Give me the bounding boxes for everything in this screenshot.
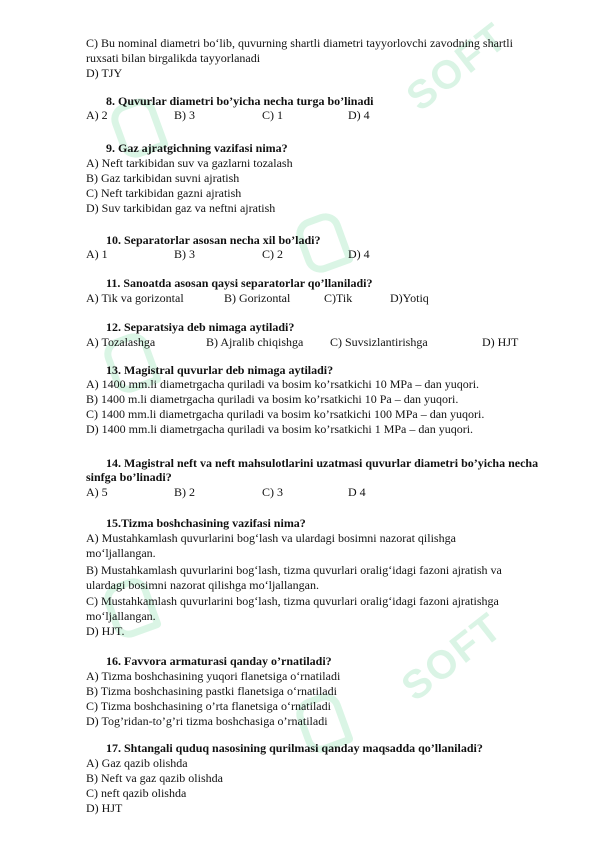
option-d: D)Yotiq (390, 291, 429, 305)
option-d: D) 4 (348, 247, 370, 261)
question-13-title: 13. Magistral quvurlar deb nimaga aytiladi? (106, 363, 334, 377)
option-b: B) 2 (174, 485, 195, 499)
option-b: B) 1400 m.li diametrgacha quriladi va bosim ko’rsatkichi 10 Pa – dan yuqori. (86, 392, 459, 406)
option-a: A) 1400 mm.li diametrgacha quriladi va bosim ko’rsatkichi 10 MPa – dan yuqori. (86, 377, 480, 391)
watermark-text: SOFT (398, 14, 517, 120)
question-10-title: 10. Separatorlar asosan necha xil bo’ladi? (106, 233, 321, 247)
option-d: D) TJY (86, 66, 123, 80)
question-16-title: 16. Favvora armaturasi qanday o’rnatiladi? (106, 654, 332, 668)
question-15-title: 15.Tizma boshchasining vazifasi nima? (106, 516, 306, 530)
option-a: A) Tik va gorizontal (86, 291, 184, 305)
option-b: B) Mustahkamlash quvurlarini bog‘lash, tizma quvurlari oralig‘idagi fazoni ajratish va (86, 563, 502, 577)
option-a: A) 5 (86, 485, 108, 499)
option-a: A) Neft tarkibidan suv va gazlarni tozalash (86, 156, 293, 170)
option-d: D) Tog’ridan-to’g’ri tizma boshchasiga o’rnatiladi (86, 714, 328, 728)
option-d: D) HJT (482, 335, 519, 349)
question-12-title: 12. Separatsiya deb nimaga aytiladi? (106, 320, 295, 334)
question-10-options (86, 247, 556, 261)
option-c-cont: mo‘ljallangan. (86, 609, 156, 623)
option-d: D) HJT. (86, 624, 125, 638)
option-b-cont: ulardagi bosimni nazorat qilishga mo‘ljallangan. (86, 578, 319, 592)
option-b: B) 3 (174, 108, 195, 122)
option-a-cont: mo‘ljallangan. (86, 546, 156, 560)
option-c: C) 3 (262, 485, 283, 499)
question-11-title: 11. Sanoatda asosan qaysi separatorlar qo’llaniladi? (106, 276, 373, 290)
option-c: C) Mustahkamlash quvurlarini bog‘lash, tizma quvurlari oralig‘idagi fazoni ajratishga (86, 594, 499, 608)
question-17-title: 17. Shtangali quduq nasosining qurilmasi qanday maqsadda qo’llaniladi? (106, 741, 483, 755)
option-a: A) Gaz qazib olishda (86, 756, 188, 770)
question-8-title: 8. Quvurlar diametri bo’yicha necha turga bo’linadi (106, 94, 374, 108)
option-c: C)Tik (324, 291, 353, 305)
option-b: B) Ajralib chiqishga (206, 335, 304, 349)
option-a: A) Mustahkamlash quvurlarini bog‘lash va ulardagi bosimni nazorat qilishga (86, 531, 456, 545)
question-14-options (86, 485, 556, 499)
option-d: D) Suv tarkibidan gaz va neftni ajratish (86, 201, 276, 215)
question-9-title: 9. Gaz ajratgichning vazifasi nima? (106, 141, 288, 155)
question-8-options (86, 108, 556, 122)
option-a: A) 2 (86, 108, 108, 122)
option-b: B) Neft va gaz qazib olishda (86, 771, 223, 785)
option-c: C) neft qazib olishda (86, 786, 187, 800)
question-11-options (86, 291, 556, 305)
option-d: D 4 (348, 485, 366, 499)
option-b: B) Tizma boshchasining pastki flanetsiga o‘rnatiladi (86, 684, 337, 698)
option-c: C) Neft tarkibidan gazni ajratish (86, 186, 242, 200)
option-c: C) 1400 mm.li diametrgacha quriladi va bosim ko’rsatkichi 100 MPa – dan yuqori. (86, 407, 485, 421)
watermark-text: SOFT (393, 604, 512, 710)
option-b: B) Gaz tarkibidan suvni ajratish (86, 171, 240, 185)
option-c: C) 2 (262, 247, 283, 261)
option-c: C) Bu nominal diametri bo‘lib, quvurning shartli diametri tayyorlovchi zavodning shartli (86, 36, 513, 50)
question-12-options (86, 335, 556, 349)
option-c-cont: ruxsati bilan birgalikda tayyorlanadi (86, 51, 261, 65)
option-b: B) 3 (174, 247, 195, 261)
option-c: C) 1 (262, 108, 283, 122)
option-c: C) Suvsizlantirishga (330, 335, 428, 349)
question-14-title: 14. Magistral neft va neft mahsulotlarini uzatmasi quvurlar diametri bo’yicha necha sinfga bo’linadi? (86, 456, 539, 484)
option-a: A) Tizma boshchasining yuqori flanetsiga o‘rnatiladi (86, 669, 341, 683)
option-b: B) Gorizontal (224, 291, 291, 305)
option-a: A) Tozalashga (86, 335, 156, 349)
option-c: C) Tizma boshchasining o’rta flanetsiga o‘rnatiladi (86, 699, 331, 713)
option-d: D) 1400 mm.li diametrgacha quriladi va bosim ko’rsatkichi 1 MPa – dan yuqori. (86, 422, 474, 436)
option-d: D) HJT (86, 801, 123, 815)
option-a: A) 1 (86, 247, 108, 261)
option-d: D) 4 (348, 108, 370, 122)
